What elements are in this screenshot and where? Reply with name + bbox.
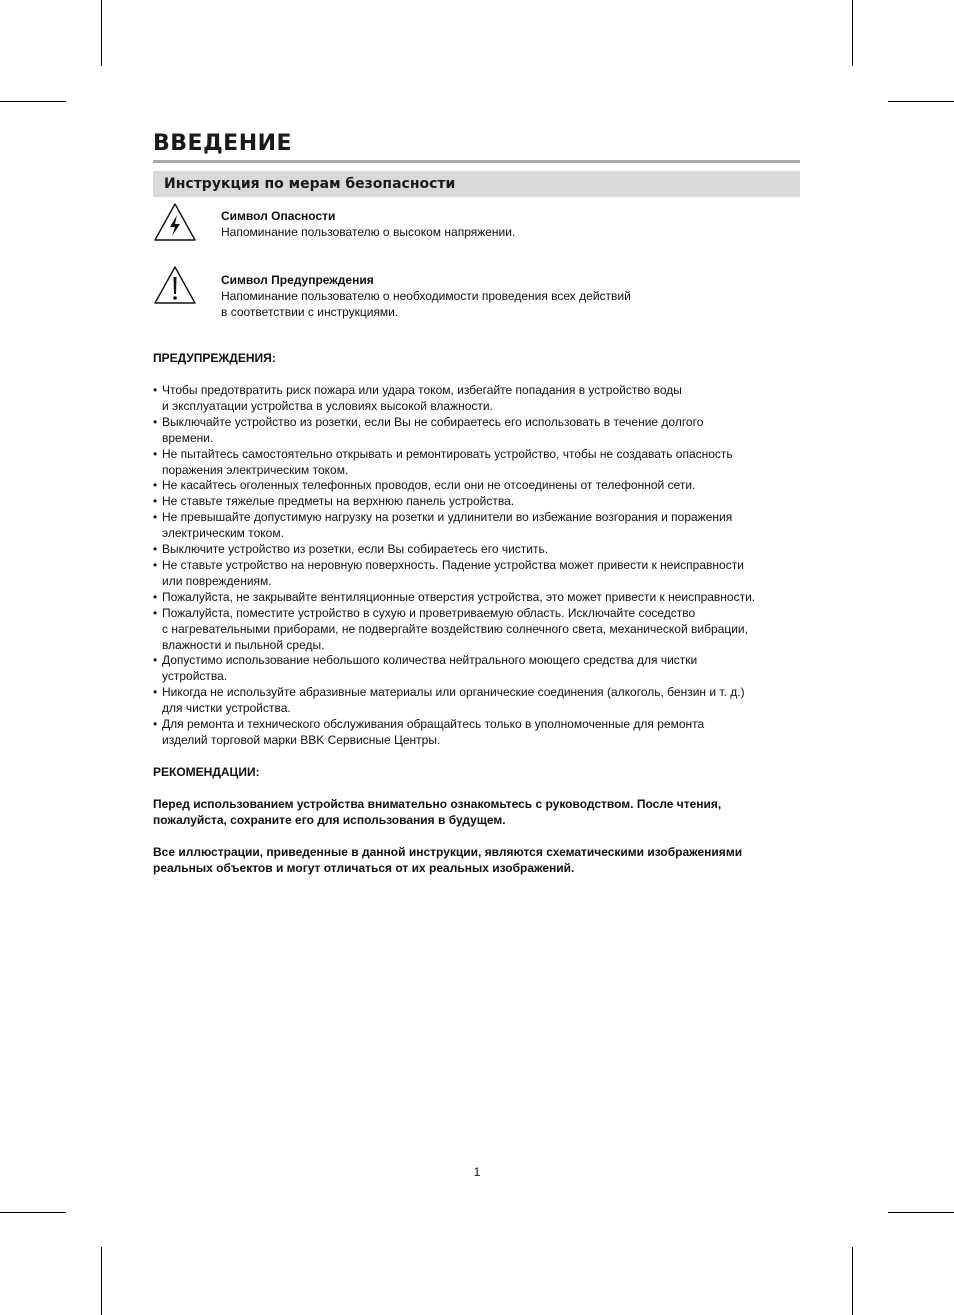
list-item-line: • Не ставьте тяжелые предметы на верхнюю панель устройства. [162, 494, 515, 509]
list-item [153, 447, 808, 479]
list-item-line: и эксплуатации устройства в условиях высокой влажности. [162, 398, 493, 413]
list-item-line: • Никогда не используйте абразивные материалы или органические соединения (алкоголь, бензин и т. д.) [162, 685, 745, 700]
list-item [153, 717, 808, 749]
warnings-list [153, 383, 808, 749]
list-item-line: • Выключите устройство из розетки, если Вы собираетесь его чистить. [162, 542, 549, 557]
list-item-line: поражения электрическим током. [162, 462, 349, 477]
list-item-line: для чистки устройства. [162, 701, 291, 716]
list-item-line: • Пожалуйста, поместите устройство в сухую и проветриваемую область. Исключайте соседство [162, 605, 696, 620]
list-item-line: • Не превышайте допустимую нагрузку на розетки и удлинители во избежание возгорания и поражения [162, 510, 733, 525]
list-item [153, 415, 808, 447]
list-item [153, 542, 808, 558]
list-item [153, 653, 808, 685]
high-voltage-warning-icon [153, 202, 197, 242]
recommendation-paragraph [153, 844, 808, 876]
exclamation-warning-icon [153, 265, 197, 305]
paragraph-line: Перед использованием устройства внимательно ознакомьтесь с руководством. После чтения, [153, 797, 722, 811]
list-item-line: влажности и пыльной среды. [162, 637, 325, 652]
list-item-line: устройства. [162, 669, 228, 684]
crop-mark [852, 0, 853, 66]
list-item [153, 494, 808, 510]
list-item [153, 510, 808, 542]
list-item-line: • Для ремонта и технического обслуживания обращайтесь только в уполномоченные для ремонта [162, 717, 705, 732]
crop-mark [101, 1247, 102, 1315]
page-title: ВВЕДЕНИЕ [153, 131, 293, 156]
list-item-line: или повреждениям. [162, 573, 272, 588]
crop-mark [852, 1247, 853, 1315]
page-number: 1 [473, 1165, 481, 1179]
list-item-line: • Не пытайтесь самостоятельно открывать и ремонтировать устройство, чтобы не создавать опасность [162, 446, 733, 461]
caution-symbol-title: Символ Предупреждения [221, 273, 374, 287]
danger-symbol-description [221, 208, 515, 240]
crop-mark [0, 101, 66, 102]
crop-mark [101, 0, 102, 66]
warnings-heading: ПРЕДУПРЕЖДЕНИЯ: [153, 351, 276, 365]
list-item [153, 478, 808, 494]
list-item-line: электрическим током. [162, 526, 284, 541]
caution-symbol-description [221, 272, 631, 320]
list-item [153, 685, 808, 717]
list-item-line: • Выключайте устройство из розетки, если Вы не собираетесь его использовать в течение долгого [162, 414, 704, 429]
recommendation-paragraph [153, 796, 808, 828]
list-item-line: времени. [162, 430, 214, 445]
crop-mark [888, 101, 954, 102]
list-item [153, 558, 808, 590]
list-item-line: • Чтобы предотвратить риск пожара или удара током, избегайте попадания в устройство воды [162, 383, 682, 397]
title-divider [153, 160, 800, 163]
caution-symbol-text-line: Напоминание пользователю о необходимости проведения всех действий [221, 289, 631, 303]
list-item-line: • Пожалуйста, не закрывайте вентиляционные отверстия устройства, это может привести к неисправности. [162, 589, 756, 604]
list-item-line: • Не ставьте устройство на неровную поверхность. Падение устройства может привести к неисправности [162, 557, 744, 572]
paragraph-line: пожалуйста, сохраните его для использования в будущем. [153, 813, 506, 827]
list-item-line: • Не касайтесь оголенных телефонных проводов, если они не отсоединены от телефонной сети. [162, 478, 696, 493]
danger-symbol-text: Напоминание пользователю о высоком напряжении. [221, 225, 516, 239]
list-item [153, 590, 808, 606]
crop-mark [888, 1212, 954, 1213]
crop-mark [0, 1212, 66, 1213]
list-item-line: с нагревательными приборами, не подвергайте воздействию солнечного света, механической вибрации, [162, 621, 748, 636]
list-item-line: изделий торговой марки BBK Сервисные Центры. [162, 732, 441, 747]
danger-symbol-title: Символ Опасности [221, 209, 336, 223]
list-item [153, 383, 808, 415]
caution-symbol-text-line: в соответствии с инструкциями. [221, 305, 399, 319]
paragraph-line: Все иллюстрации, приведенные в данной инструкции, являются схематическими изображениями [153, 845, 743, 859]
list-item [153, 606, 808, 654]
section-header: Инструкция по мерам безопасности [153, 171, 800, 197]
paragraph-line: реальных объектов и могут отличаться от их реальных изображений. [153, 861, 575, 875]
recommendations-heading: РЕКОМЕНДАЦИИ: [153, 765, 260, 779]
list-item-line: • Допустимо использование небольшого количества нейтрального моющего средства для чистки [162, 653, 698, 668]
